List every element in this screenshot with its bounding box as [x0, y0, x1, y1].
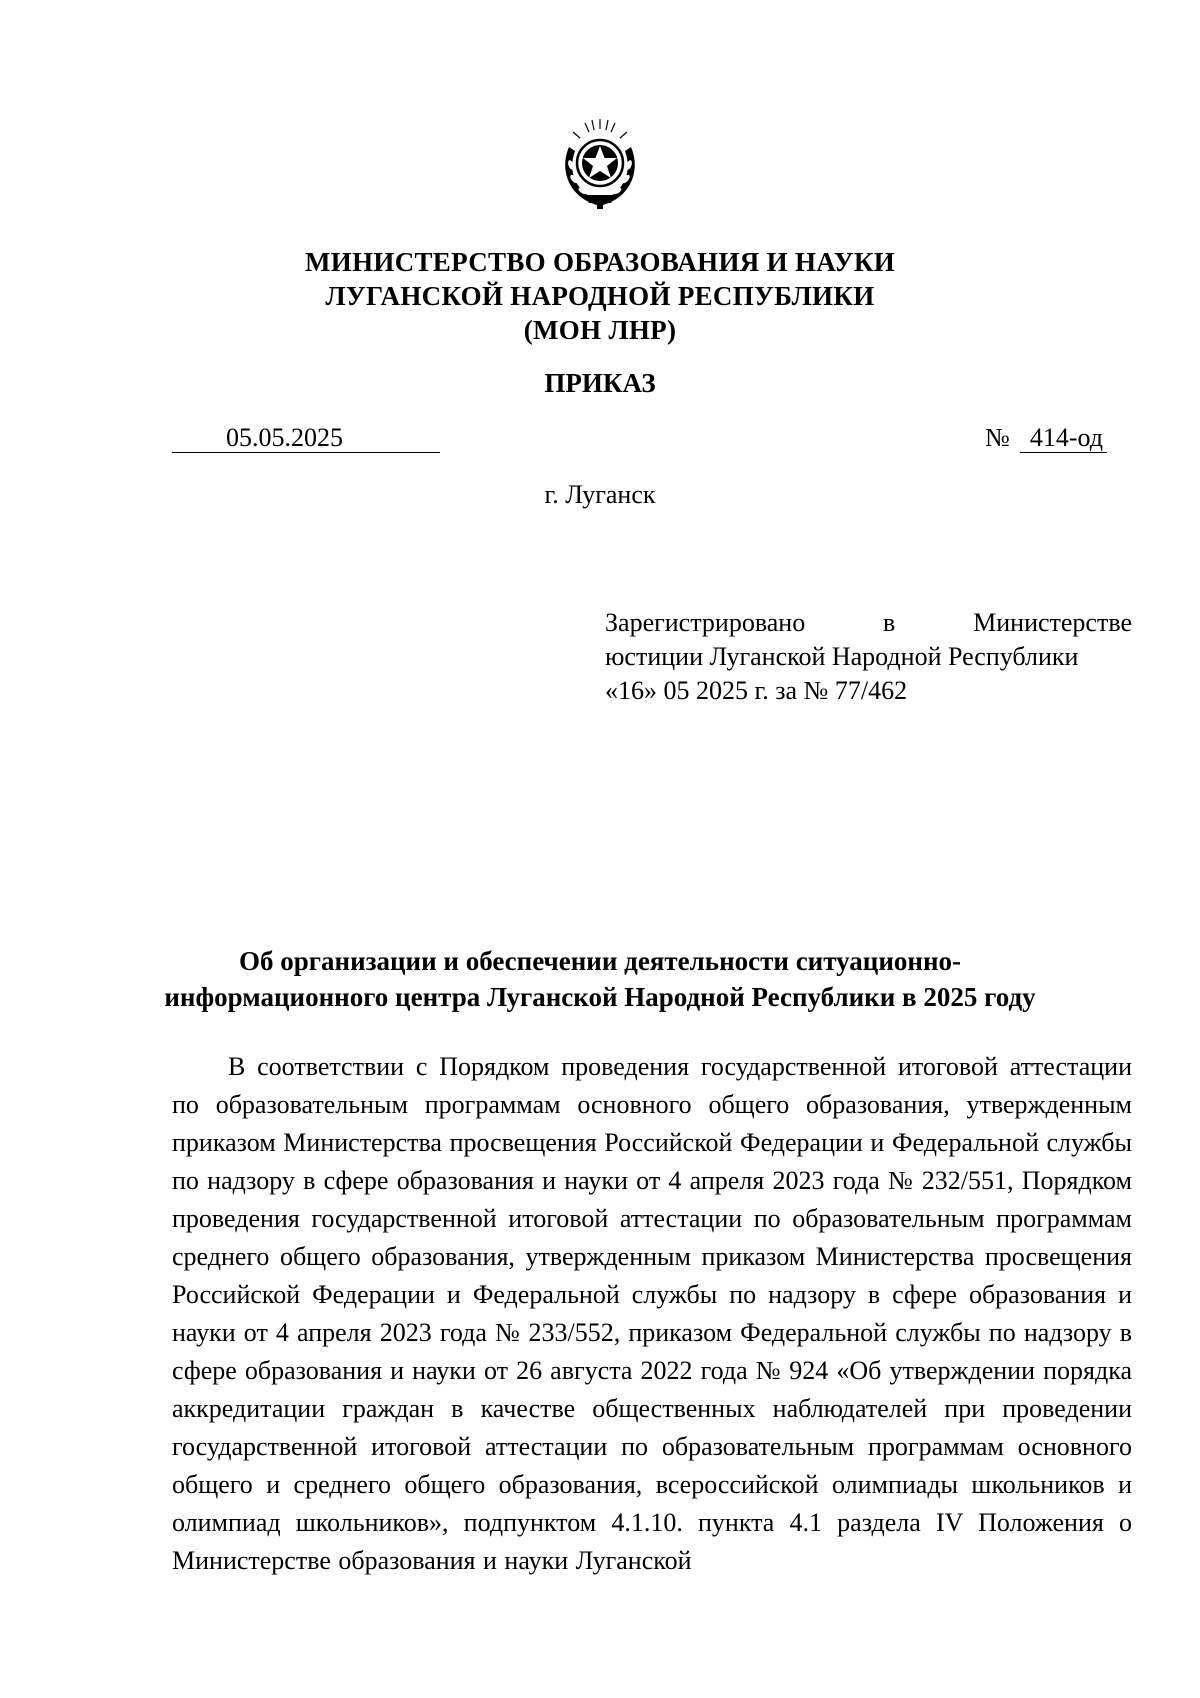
document-type: ПРИКАЗ — [544, 368, 656, 398]
number-sign: № — [985, 423, 1010, 452]
registration-line3: «16» 05 2025 г. за № 77/462 — [605, 676, 908, 705]
order-subject — [0, 943, 1200, 1015]
body-paragraph: В соответствии с Порядком проведения государственной итоговой аттестации по образовательным программам основного общего образования, утвержденным приказом Министерства просвещения Российской Федерации и Федеральной службы по надзору в сфере образования и науки от 4 апреля 2023 года № 232/551, Порядком проведения государственной итоговой аттестации по образовательным программам среднего общего образования, утвержденным приказом Министерства просвещения Российской Федерации и Федеральной службы по надзору в сфере образования и науки от 4 апреля 2023 года № 233/552, приказом Федеральной службы по надзору в сфере образования и науки от 26 августа 2022 года № 924 «Об утверждении порядка аккредитации граждан в качестве общественных наблюдателей при проведении государственной итоговой аттестации по образовательным программам основного общего и среднего общего образования, всероссийской олимпиады школьников и олимпиад школьников», подпунктом 4.1.10. пункта 4.1 раздела IV Положения о Министерстве образования и науки Луганской — [172, 1052, 1132, 1575]
subject-line1: Об организации и обеспечении деятельности ситуационно- — [239, 946, 961, 976]
order-date-value: 05.05.2025 — [226, 423, 343, 452]
coat-of-arms-icon — [555, 115, 645, 211]
order-number-value: 414-од — [1020, 424, 1107, 453]
ministry-name-line2: ЛУГАНСКОЙ НАРОДНОЙ РЕСПУБЛИКИ — [325, 281, 875, 311]
city: г. Луганск — [544, 480, 656, 509]
registration-line2: юстиции Луганской Народной Республики — [605, 642, 1079, 671]
ministry-abbreviation: (МОН ЛНР) — [523, 315, 677, 345]
registration-note — [605, 606, 1132, 708]
order-number — [985, 424, 1107, 453]
ministry-name-line1: МИНИСТЕРСТВО ОБРАЗОВАНИЯ И НАУКИ — [305, 247, 895, 277]
order-date — [172, 424, 440, 453]
subject-line2: информационного центра Луганской Народной Республики в 2025 году — [164, 982, 1036, 1012]
ministry-header — [0, 245, 1200, 347]
registration-line1: Зарегистрировано в Министерстве — [605, 608, 1132, 637]
